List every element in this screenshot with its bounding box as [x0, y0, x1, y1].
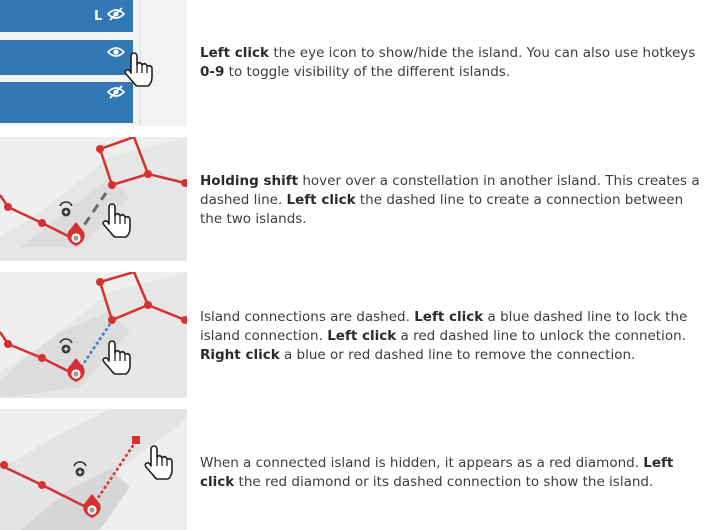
step-emphasis-text: Left click: [327, 328, 397, 344]
layer-row-2[interactable]: [0, 40, 133, 75]
step-text: to toggle visibility of the different islands.: [224, 64, 511, 80]
hidden-island-illustration: [0, 409, 187, 530]
step-emphasis-text: Holding shift: [200, 173, 299, 189]
step-emphasis-text: Left click: [200, 455, 674, 490]
step-description: [200, 308, 705, 365]
step-description: [200, 172, 705, 229]
step-text: a red dashed line to unlock the connetion.: [396, 328, 686, 344]
locked-connection-illustration: [0, 272, 187, 398]
step-text: Island connections are dashed.: [200, 309, 415, 325]
step-text: When a connected island is hidden, it appears as a red diamond.: [200, 455, 644, 471]
shift-hover-illustration: [0, 137, 187, 261]
step-text: the eye icon to show/hide the island. You can also use hotkeys: [269, 45, 696, 61]
step-emphasis-text: Left click: [414, 309, 484, 325]
step-text: the red diamond or its dashed connection to show the island.: [234, 474, 654, 490]
step-emphasis-text: Left click: [200, 45, 270, 61]
step-text: a blue dashed line to lock the island connection.: [200, 309, 688, 344]
step-description: [200, 454, 705, 492]
step-emphasis-text: 0-9: [200, 64, 225, 80]
step-description: [200, 44, 705, 82]
red-diamond-icon[interactable]: [132, 436, 140, 444]
layer-hotkey-label: L: [94, 9, 103, 24]
step-text: the dashed line to create a connection between the two islands.: [200, 192, 684, 227]
step-text: a blue or red dashed line to remove the connection.: [279, 347, 636, 363]
step-emphasis-text: Right click: [200, 347, 280, 363]
layer-visibility-panel: [0, 0, 187, 126]
step-text: hover over a constellation in another island. This creates a dashed line.: [200, 173, 700, 208]
step-emphasis-text: Left click: [286, 192, 356, 208]
